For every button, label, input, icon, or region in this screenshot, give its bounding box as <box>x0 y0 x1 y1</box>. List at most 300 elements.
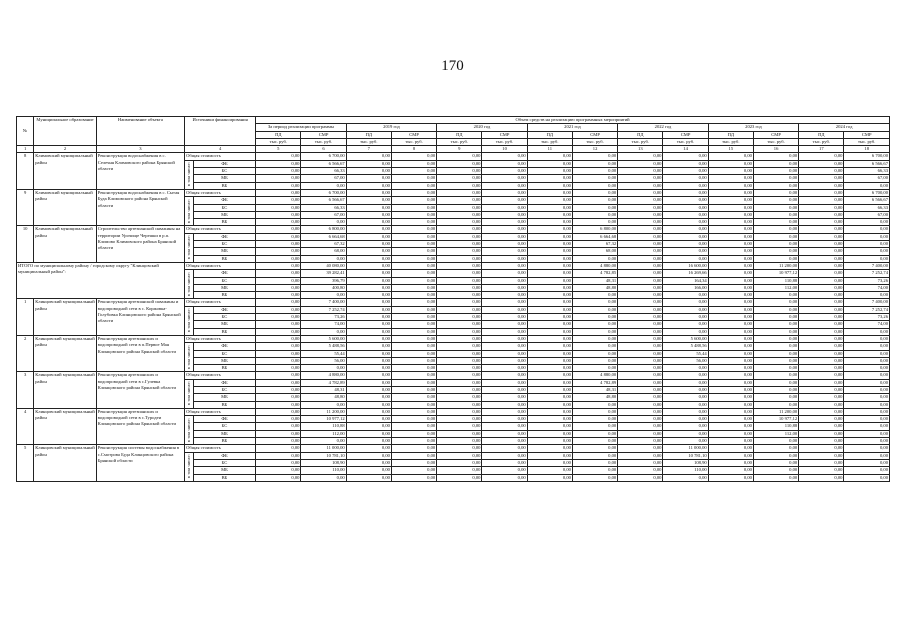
index-cell: 16 <box>753 146 798 153</box>
value-cell: 0,00 <box>799 394 844 401</box>
source-label: ВБ <box>193 292 256 299</box>
value-cell: 66,33 <box>844 204 890 211</box>
value-cell: 0,00 <box>618 270 663 277</box>
value-cell: 0,00 <box>391 160 436 167</box>
value-cell: 0,00 <box>844 335 890 342</box>
value-cell: 0,00 <box>618 438 663 445</box>
value-cell: 10 781,10 <box>663 452 708 459</box>
value-cell: 0,00 <box>708 219 753 226</box>
unit-header: тыс. руб. <box>753 138 798 145</box>
value-cell: 0,00 <box>799 189 844 196</box>
value-cell: 0,00 <box>391 277 436 284</box>
value-cell: 0,00 <box>482 386 527 393</box>
value-cell: 0,00 <box>663 241 708 248</box>
value-cell: 110,00 <box>301 467 346 474</box>
row-number: 2 <box>17 335 34 371</box>
value-cell: 0,00 <box>572 292 617 299</box>
value-cell: 0,00 <box>572 314 617 321</box>
object-name: Строительство артезианской скважины на территории Урочище Черешки в р.п. Климово Климовского района Брянской области <box>96 226 184 262</box>
value-cell: 6 800,00 <box>301 226 346 233</box>
value-cell: 0,00 <box>663 474 708 481</box>
index-cell: 9 <box>437 146 482 153</box>
value-cell: 0,00 <box>346 248 391 255</box>
value-cell: 0,00 <box>753 306 798 313</box>
value-cell: 0,00 <box>391 401 436 408</box>
value-cell: 0,00 <box>618 372 663 379</box>
col-source-header: Источники финансирования <box>185 117 256 146</box>
value-cell: 0,00 <box>482 226 527 233</box>
source-label: МБ <box>193 321 256 328</box>
row-number: 9 <box>17 189 34 225</box>
value-cell: 0,00 <box>527 416 572 423</box>
value-cell: 0,00 <box>753 314 798 321</box>
value-cell: 0,00 <box>708 394 753 401</box>
value-cell: 10 977,12 <box>753 270 798 277</box>
source-label: ФБ <box>193 233 256 240</box>
value-cell: 0,00 <box>346 379 391 386</box>
value-cell: 0,00 <box>346 204 391 211</box>
value-cell: 0,00 <box>708 328 753 335</box>
value-cell: 0,00 <box>482 379 527 386</box>
value-cell: 0,00 <box>437 314 482 321</box>
value-cell: 0,00 <box>844 416 890 423</box>
value-cell: 0,00 <box>618 284 663 291</box>
value-cell: 0,00 <box>346 321 391 328</box>
value-cell: 0,00 <box>256 175 301 182</box>
value-cell: 0,00 <box>256 335 301 342</box>
value-cell: 0,00 <box>708 248 753 255</box>
value-cell: 0,00 <box>663 408 708 415</box>
value-cell: 0,00 <box>527 284 572 291</box>
value-cell: 0,00 <box>256 314 301 321</box>
index-cell: 12 <box>572 146 617 153</box>
value-cell: 0,00 <box>346 474 391 481</box>
value-cell: 0,00 <box>437 474 482 481</box>
value-cell: 0,00 <box>391 270 436 277</box>
source-total-label: Общая стоимость <box>185 189 256 196</box>
value-cell: 0,00 <box>753 474 798 481</box>
pd-header: ПД <box>256 131 301 138</box>
year-header: 2023 год <box>708 124 799 131</box>
value-cell: 0,00 <box>663 175 708 182</box>
value-cell: 110,88 <box>753 277 798 284</box>
value-cell: 0,00 <box>391 408 436 415</box>
object-name: Реконструкция артезианских и водопроводной сети в с.Туродеи Клинцовского района Брянской области <box>96 408 184 444</box>
value-cell: 0,00 <box>708 401 753 408</box>
value-cell: 0,00 <box>663 372 708 379</box>
value-cell: 0,00 <box>799 335 844 342</box>
value-cell: 0,00 <box>844 467 890 474</box>
value-cell: 0,00 <box>799 204 844 211</box>
value-cell: 0,00 <box>618 394 663 401</box>
value-cell: 0,00 <box>527 160 572 167</box>
value-cell: 0,00 <box>256 357 301 364</box>
value-cell: 0,00 <box>708 189 753 196</box>
source-label: МБ <box>193 248 256 255</box>
value-cell: 0,00 <box>391 430 436 437</box>
value-cell: 10 781,10 <box>301 452 346 459</box>
value-cell: 0,00 <box>844 292 890 299</box>
value-cell: 0,00 <box>346 277 391 284</box>
value-cell: 0,00 <box>437 401 482 408</box>
index-cell: 7 <box>346 146 391 153</box>
year-header: 2024 год <box>799 124 890 131</box>
value-cell: 0,00 <box>346 255 391 262</box>
source-label: БС <box>193 277 256 284</box>
value-cell: 0,00 <box>527 365 572 372</box>
value-cell: 0,00 <box>391 394 436 401</box>
value-cell: 0,00 <box>799 467 844 474</box>
value-cell: 0,00 <box>527 357 572 364</box>
value-cell: 0,00 <box>753 394 798 401</box>
value-cell: 48,31 <box>301 386 346 393</box>
value-cell: 0,00 <box>844 386 890 393</box>
value-cell: 0,00 <box>753 255 798 262</box>
value-cell: 0,00 <box>799 160 844 167</box>
value-cell: 0,00 <box>437 335 482 342</box>
index-cell: 5 <box>256 146 301 153</box>
value-cell: 0,00 <box>753 386 798 393</box>
value-cell: 0,00 <box>391 321 436 328</box>
value-cell: 0,00 <box>618 423 663 430</box>
value-cell: 0,00 <box>799 255 844 262</box>
value-cell: 0,00 <box>437 394 482 401</box>
value-cell: 0,00 <box>391 452 436 459</box>
value-cell: 11 200,00 <box>301 408 346 415</box>
value-cell: 0,00 <box>799 284 844 291</box>
value-cell: 73,26 <box>301 314 346 321</box>
value-cell: 0,00 <box>799 306 844 313</box>
value-cell: 0,00 <box>618 168 663 175</box>
value-cell: 0,00 <box>799 401 844 408</box>
index-cell: 10 <box>482 146 527 153</box>
value-cell: 74,00 <box>844 284 890 291</box>
value-cell: 0,00 <box>256 386 301 393</box>
value-cell: 0,00 <box>799 459 844 466</box>
value-cell: 0,00 <box>256 211 301 218</box>
value-cell: 0,00 <box>708 350 753 357</box>
value-cell: 0,00 <box>708 241 753 248</box>
value-cell: 0,00 <box>799 416 844 423</box>
value-cell: 0,00 <box>256 328 301 335</box>
value-cell: 0,00 <box>391 226 436 233</box>
value-cell: 0,00 <box>527 292 572 299</box>
value-cell: 0,00 <box>572 467 617 474</box>
value-cell: 0,00 <box>301 438 346 445</box>
pd-header: ПД <box>346 131 391 138</box>
value-cell: 0,00 <box>437 241 482 248</box>
value-cell: 0,00 <box>663 255 708 262</box>
value-cell: 66,33 <box>844 168 890 175</box>
value-cell: 0,00 <box>346 175 391 182</box>
value-cell: 0,00 <box>346 168 391 175</box>
value-cell: 6 664,68 <box>301 233 346 240</box>
value-cell: 0,00 <box>527 314 572 321</box>
value-cell: 0,00 <box>572 365 617 372</box>
value-cell: 0,00 <box>482 328 527 335</box>
value-cell: 0,00 <box>482 350 527 357</box>
value-cell: 0,00 <box>527 270 572 277</box>
smr-header: СМР <box>572 131 617 138</box>
value-cell: 0,00 <box>844 408 890 415</box>
value-cell: 0,00 <box>663 248 708 255</box>
value-cell: 0,00 <box>437 197 482 204</box>
value-cell: 0,00 <box>663 430 708 437</box>
value-cell: 0,00 <box>482 423 527 430</box>
table-row <box>17 153 890 160</box>
value-cell: 0,00 <box>391 292 436 299</box>
value-cell: 0,00 <box>572 306 617 313</box>
value-cell: 0,00 <box>799 211 844 218</box>
value-cell: 0,00 <box>663 233 708 240</box>
value-cell: 66,33 <box>301 168 346 175</box>
value-cell: 0,00 <box>844 226 890 233</box>
value-cell: 0,00 <box>527 372 572 379</box>
value-cell: 0,00 <box>753 452 798 459</box>
value-cell: 0,00 <box>391 189 436 196</box>
source-label: БС <box>193 459 256 466</box>
value-cell: 0,00 <box>391 219 436 226</box>
value-cell: 0,00 <box>753 219 798 226</box>
value-cell: 0,00 <box>482 430 527 437</box>
value-cell: 0,00 <box>346 197 391 204</box>
unit-header: тыс. руб. <box>618 138 663 145</box>
value-cell: 0,00 <box>844 350 890 357</box>
value-cell: 0,00 <box>437 270 482 277</box>
value-cell: 0,00 <box>482 467 527 474</box>
value-cell: 6 700,00 <box>844 189 890 196</box>
value-cell: 6 566,67 <box>301 160 346 167</box>
smr-header: СМР <box>391 131 436 138</box>
value-cell: 0,00 <box>799 182 844 189</box>
value-cell: 0,00 <box>482 343 527 350</box>
unit-header: тыс. руб. <box>256 138 301 145</box>
value-cell: 6 566,67 <box>844 197 890 204</box>
value-cell: 0,00 <box>391 445 436 452</box>
source-label: ВБ <box>193 219 256 226</box>
value-cell: 0,00 <box>391 459 436 466</box>
value-cell: 0,00 <box>482 168 527 175</box>
value-cell: 0,00 <box>301 365 346 372</box>
value-cell: 0,00 <box>799 343 844 350</box>
value-cell: 0,00 <box>799 379 844 386</box>
source-label: ФБ <box>193 270 256 277</box>
value-cell: 108,90 <box>301 459 346 466</box>
smr-header: СМР <box>753 131 798 138</box>
value-cell: 0,00 <box>618 452 663 459</box>
year-header: 2021 год <box>527 124 618 131</box>
value-cell: 11 200,00 <box>753 262 798 269</box>
value-cell: 0,00 <box>708 233 753 240</box>
value-cell: 0,00 <box>482 189 527 196</box>
value-cell: 0,00 <box>482 153 527 160</box>
value-cell: 0,00 <box>753 248 798 255</box>
value-cell: 0,00 <box>527 306 572 313</box>
value-cell: 0,00 <box>799 372 844 379</box>
value-cell: 0,00 <box>799 219 844 226</box>
source-label: ВБ <box>193 474 256 481</box>
value-cell: 0,00 <box>256 241 301 248</box>
value-cell: 0,00 <box>663 219 708 226</box>
value-cell: 0,00 <box>527 233 572 240</box>
value-cell: 0,00 <box>799 262 844 269</box>
value-cell: 0,00 <box>572 168 617 175</box>
value-cell: 0,00 <box>663 226 708 233</box>
value-cell: 0,00 <box>527 204 572 211</box>
index-cell: 4 <box>185 146 256 153</box>
value-cell: 0,00 <box>799 233 844 240</box>
value-cell: 0,00 <box>391 233 436 240</box>
value-cell: 68,00 <box>301 248 346 255</box>
value-cell: 0,00 <box>391 328 436 335</box>
value-cell: 7 400,00 <box>301 299 346 306</box>
value-cell: 0,00 <box>618 416 663 423</box>
value-cell: 0,00 <box>437 233 482 240</box>
unit-header: тыс. руб. <box>301 138 346 145</box>
value-cell: 0,00 <box>346 459 391 466</box>
value-cell: 0,00 <box>844 438 890 445</box>
value-cell: 0,00 <box>256 262 301 269</box>
value-cell: 0,00 <box>708 160 753 167</box>
value-cell: 0,00 <box>527 452 572 459</box>
value-cell: 0,00 <box>437 467 482 474</box>
value-cell: 0,00 <box>753 328 798 335</box>
value-cell: 0,00 <box>346 467 391 474</box>
table-body <box>17 153 890 481</box>
source-label: БС <box>193 386 256 393</box>
value-cell: 0,00 <box>708 372 753 379</box>
object-name: Реконструкция водоснабжения в с. Сытая Буда Климовского района Брянской области <box>96 189 184 225</box>
value-cell: 0,00 <box>256 372 301 379</box>
value-cell: 0,00 <box>799 445 844 452</box>
unit-header: тыс. руб. <box>663 138 708 145</box>
value-cell: 0,00 <box>799 175 844 182</box>
value-cell: 55,44 <box>663 350 708 357</box>
value-cell: 0,00 <box>663 197 708 204</box>
value-cell: 0,00 <box>753 204 798 211</box>
unit-header: тыс. руб. <box>844 138 890 145</box>
value-cell: 0,00 <box>618 365 663 372</box>
value-cell: 6 800,00 <box>572 226 617 233</box>
value-cell: 0,00 <box>663 314 708 321</box>
value-cell: 0,00 <box>618 306 663 313</box>
value-cell: 0,00 <box>346 445 391 452</box>
value-cell: 110,88 <box>753 423 798 430</box>
value-cell: 0,00 <box>572 452 617 459</box>
value-cell: 0,00 <box>753 233 798 240</box>
value-cell: 0,00 <box>346 365 391 372</box>
unit-header: тыс. руб. <box>482 138 527 145</box>
source-label: МБ <box>193 284 256 291</box>
value-cell: 0,00 <box>391 197 436 204</box>
value-cell: 0,00 <box>708 379 753 386</box>
value-cell: 0,00 <box>708 321 753 328</box>
value-cell: 0,00 <box>618 474 663 481</box>
value-cell: 6 700,00 <box>844 153 890 160</box>
value-cell: 16 269,66 <box>663 270 708 277</box>
value-cell: 0,00 <box>663 182 708 189</box>
unit-header: тыс. руб. <box>391 138 436 145</box>
value-cell: 0,00 <box>437 160 482 167</box>
object-name: Реконструкция артезианских и водопроводной сети в п.Первое Мая Клинцовского района Брянской области <box>96 335 184 371</box>
value-cell: 0,00 <box>482 438 527 445</box>
source-label: БС <box>193 241 256 248</box>
value-cell: 0,00 <box>799 270 844 277</box>
value-cell: 0,00 <box>663 204 708 211</box>
value-cell: 0,00 <box>256 423 301 430</box>
value-cell: 0,00 <box>572 204 617 211</box>
value-cell: 0,00 <box>527 430 572 437</box>
value-cell: 0,00 <box>256 284 301 291</box>
value-cell: 0,00 <box>482 474 527 481</box>
value-cell: 0,00 <box>618 182 663 189</box>
value-cell: 0,00 <box>391 182 436 189</box>
value-cell: 0,00 <box>708 204 753 211</box>
value-cell: 0,00 <box>256 350 301 357</box>
source-label: ФБ <box>193 379 256 386</box>
value-cell: 0,00 <box>437 277 482 284</box>
value-cell: 4 782,85 <box>572 270 617 277</box>
value-cell: 0,00 <box>391 248 436 255</box>
value-cell: 0,00 <box>256 474 301 481</box>
value-cell: 0,00 <box>527 241 572 248</box>
value-cell: 0,00 <box>663 423 708 430</box>
value-cell: 0,00 <box>618 241 663 248</box>
table-row <box>17 335 890 342</box>
value-cell: 4 880,00 <box>572 262 617 269</box>
value-cell: 0,00 <box>753 365 798 372</box>
value-cell: 0,00 <box>256 204 301 211</box>
index-cell: 18 <box>844 146 890 153</box>
value-cell: 67,00 <box>301 211 346 218</box>
value-cell: 0,00 <box>708 467 753 474</box>
value-cell: 0,00 <box>844 182 890 189</box>
value-cell: 0,00 <box>391 314 436 321</box>
value-cell: 0,00 <box>708 314 753 321</box>
value-cell: 7 252,74 <box>844 306 890 313</box>
value-cell: 0,00 <box>572 416 617 423</box>
value-cell: 0,00 <box>482 248 527 255</box>
value-cell: 0,00 <box>753 226 798 233</box>
value-cell: 0,00 <box>482 277 527 284</box>
value-cell: 0,00 <box>391 357 436 364</box>
value-cell: 6 700,00 <box>301 189 346 196</box>
value-cell: 68,00 <box>572 248 617 255</box>
value-cell: 0,00 <box>618 189 663 196</box>
value-cell: 112,00 <box>301 430 346 437</box>
value-cell: 4 782,89 <box>572 379 617 386</box>
value-cell: 0,00 <box>844 328 890 335</box>
value-cell: 0,00 <box>618 160 663 167</box>
value-cell: 0,00 <box>482 401 527 408</box>
value-cell: 0,00 <box>346 262 391 269</box>
value-cell: 0,00 <box>527 277 572 284</box>
unit-header: тыс. руб. <box>346 138 391 145</box>
value-cell: 0,00 <box>527 219 572 226</box>
value-cell: 0,00 <box>437 189 482 196</box>
value-cell: 0,00 <box>256 270 301 277</box>
value-cell: 0,00 <box>256 379 301 386</box>
index-cell: 11 <box>527 146 572 153</box>
value-cell: 66,33 <box>301 204 346 211</box>
value-cell: 0,00 <box>753 299 798 306</box>
value-cell: 0,00 <box>256 292 301 299</box>
value-cell: 0,00 <box>708 416 753 423</box>
value-cell: 0,00 <box>482 262 527 269</box>
value-cell: 0,00 <box>527 168 572 175</box>
value-cell: 0,00 <box>799 365 844 372</box>
source-label: МБ <box>193 430 256 437</box>
